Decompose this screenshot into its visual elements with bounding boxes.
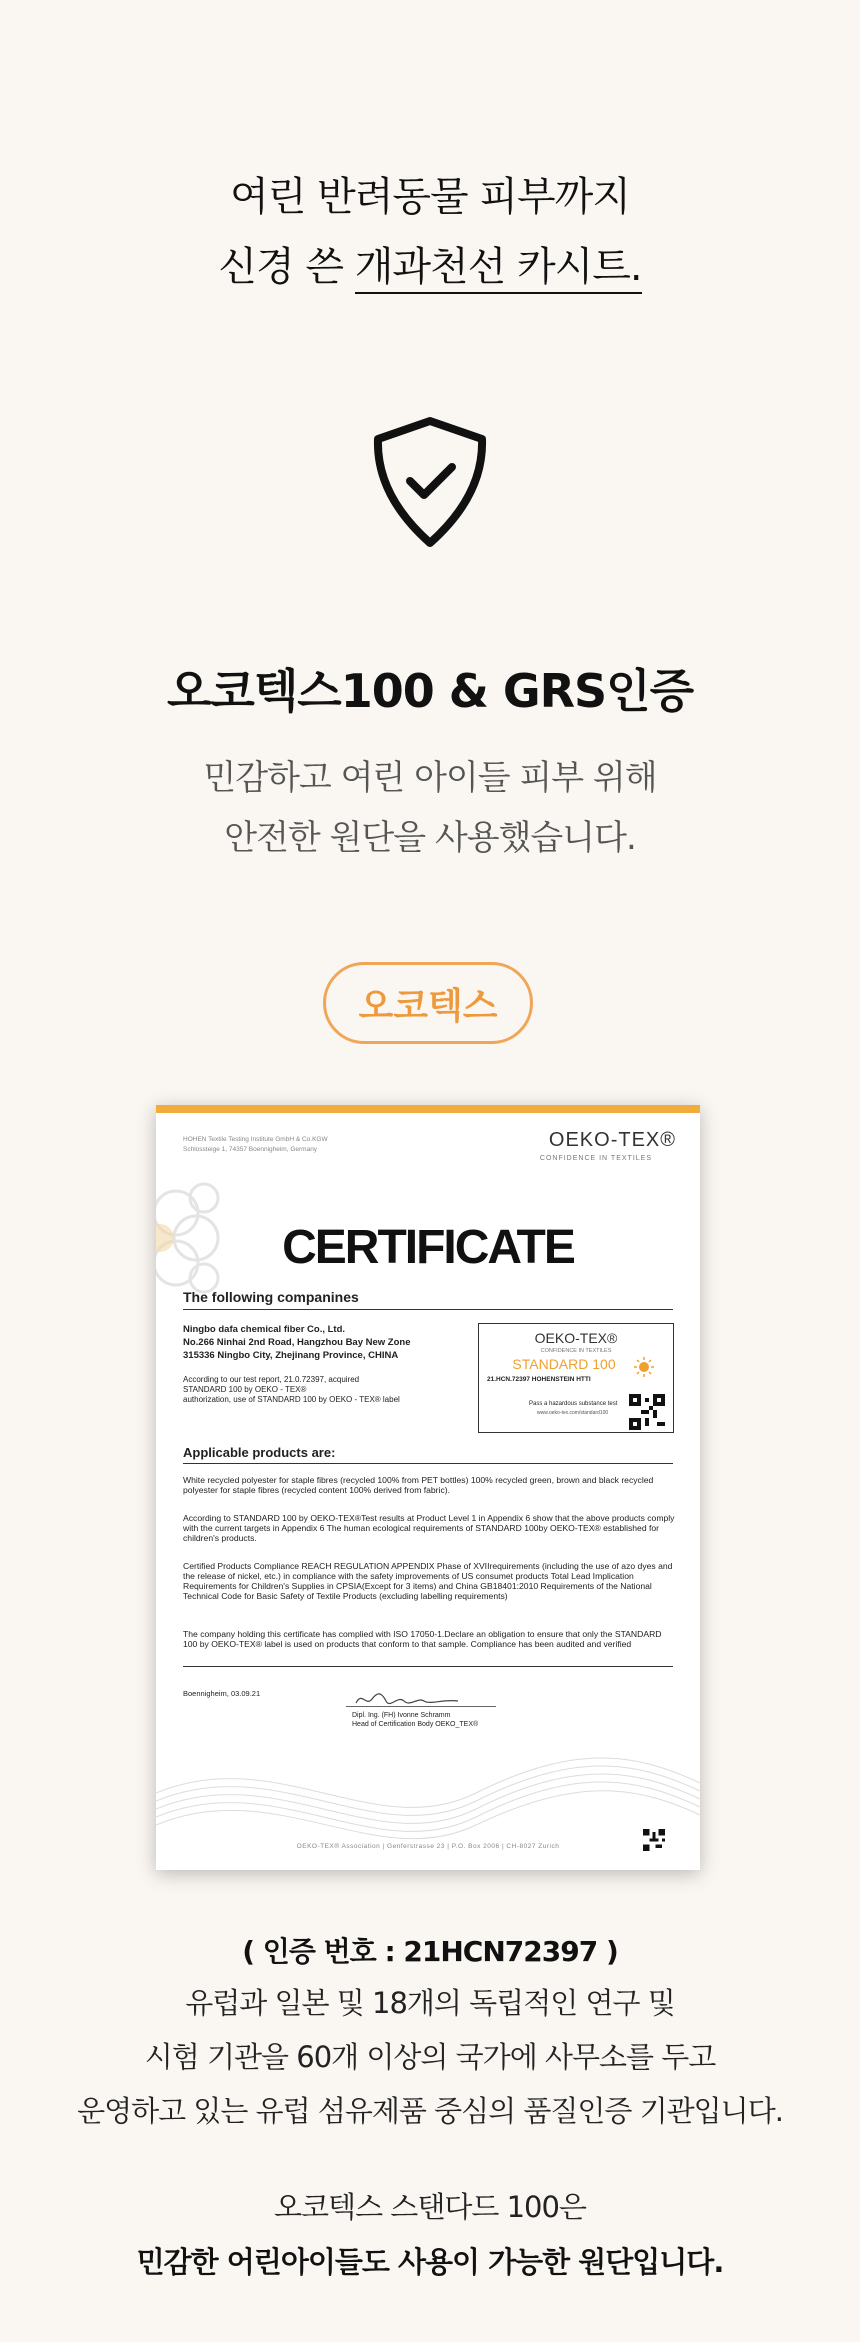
signer-title: Head of Certification Body OEKO_TEX® <box>352 1721 479 1728</box>
label-logo: OEKO-TEX® <box>534 1330 618 1346</box>
sun-logo-icon <box>633 1356 655 1378</box>
certificate-paragraph: The company holding this certificate has complied with ISO 17050-1.Declare an obligation to ensure that only the STANDARD 100 by OEKO-TEX® label is used on products that conform to that sample. Compliance has been audited and verified <box>183 1629 662 1649</box>
test-report-text <box>183 1375 453 1405</box>
oekotex-description <box>0 1976 860 2138</box>
headline-brand <box>355 244 642 294</box>
certificate-date: Boennigheim, 03.09.21 <box>183 1689 261 1698</box>
report-line: authorization, use of STANDARD 100 by OEKO - TEX® label <box>183 1395 400 1404</box>
certification-subtitle <box>0 748 860 868</box>
headline-line2 <box>0 232 860 302</box>
signer-name: Dipl. Ing. (FH) Ivonne Schramm <box>352 1712 451 1719</box>
certificate-paragraph: Certified Products Compliance REACH REGULATION APPENDIX Phase of XVIIrequirements (including the use of azo dyes and the release of nickel, etc.) in compliance with the safety improvements of US consumet products Total Lead Implication Requirements for Children's Supplies in CPSIA(Except for 3 items) and China GB18401:2010 Requirements of the National Technical Code for Basic Safety of Textile Products (excluding labelling requirements) <box>183 1561 673 1601</box>
decorative-wave <box>156 1723 700 1853</box>
following-companies-label: The following companines <box>183 1289 359 1305</box>
company-line: Ningbo dafa chemical fiber Co., Ltd. <box>183 1324 346 1335</box>
label-pass: Pass a hazardous substance test <box>529 1401 618 1407</box>
subtitle-line1: 민감하고 여린 아이들 피부 위해 <box>203 758 657 798</box>
institute-line1: HOHEN Textile Testing Institute GmbH & Co.KGW <box>183 1136 328 1143</box>
applicable-products-label: Applicable products are: <box>183 1445 336 1460</box>
description-line: 시험 기관을 60개 이상의 국가에 사무소를 두고 <box>144 2040 716 2074</box>
headline-line1: 여린 반려동물 피부까지 <box>230 174 630 220</box>
report-line: STANDARD 100 by OEKO - TEX® <box>183 1385 307 1394</box>
certificate-paragraph: White recycled polyester for staple fibres (recycled 100% from PET bottles) 100% recycled green, brown and black recycled polyester for staple fibres (recycled content 100% derived from fabric). <box>183 1475 654 1495</box>
report-line: According to our test report, 21.0.72397, acquired <box>183 1375 360 1384</box>
label-tagline: CONFIDENCE IN TEXTILES <box>540 1348 612 1354</box>
company-address <box>183 1323 453 1362</box>
divider <box>183 1463 673 1464</box>
headline-brand-text: 개과천선 카시트 <box>354 244 630 290</box>
standard-statement-bold: 민감한 어린아이들도 사용이 가능한 원단입니다. <box>136 2245 724 2279</box>
oekotex-logo: OEKO-TEX® <box>548 1129 676 1151</box>
standard-statement: 오코텍스 스탠다드 100은 <box>274 2190 586 2224</box>
label-number: 21.HCN.72397 HOHENSTEIN HTTI <box>487 1376 591 1383</box>
certificate-heading: CERTIFICATE <box>282 1221 574 1274</box>
standard-label-box <box>478 1323 674 1433</box>
institute-address <box>183 1135 328 1155</box>
company-line: No.266 Ninhai 2nd Road, Hangzhou Bay New Zone <box>183 1337 411 1348</box>
certificate-image <box>156 1105 700 1870</box>
headline-line2-prefix: 신경 쓴 <box>218 244 355 290</box>
signer-info <box>352 1711 478 1729</box>
divider <box>183 1309 673 1310</box>
label-standard: STANDARD 100 <box>512 1356 616 1372</box>
shield-check-icon <box>368 415 492 551</box>
signature-line <box>346 1706 496 1707</box>
certification-number: ( 인증 번호 : 21HCN72397 ) <box>242 1935 618 1968</box>
description-line: 운영하고 있는 유럽 섬유제품 중심의 품질인증 기관입니다. <box>77 2094 783 2128</box>
certificate-paragraph: According to STANDARD 100 by OEKO-TEX®Test results at Product Level 1 in Appendix 6 show that the above products comply with the current targets in Appendix 6 The human ecological requirements of STANDARD 100by OEKO-TEX® established for children's products. <box>183 1513 675 1543</box>
qr-code-icon <box>643 1829 665 1851</box>
subtitle-line2: 안전한 원단을 사용했습니다. <box>224 818 636 858</box>
description-line: 유럽과 일본 및 18개의 독립적인 연구 및 <box>185 1986 675 2020</box>
certificate-footer: OEKO-TEX® Association | Genferstrasse 23 | P.O. Box 2006 | CH-8027 Zurich <box>296 1843 560 1850</box>
company-line: 315336 Ningbo City, Zhejinang Province, CHINA <box>183 1350 399 1361</box>
headline <box>0 162 860 302</box>
oekotex-logo-tagline: CONFIDENCE IN TEXTILES <box>539 1155 652 1162</box>
divider <box>183 1666 673 1667</box>
institute-line2: Schlossteige 1, 74357 Boennigheim, Germany <box>183 1146 318 1153</box>
certification-title: 오코텍스100 & GRS인증 <box>166 664 694 718</box>
oekotex-badge: 오코텍스 <box>323 962 533 1044</box>
label-url: www.oeko-tex.com/standard100 <box>537 1410 609 1416</box>
qr-code-icon <box>629 1394 665 1430</box>
headline-period: . <box>629 244 642 290</box>
